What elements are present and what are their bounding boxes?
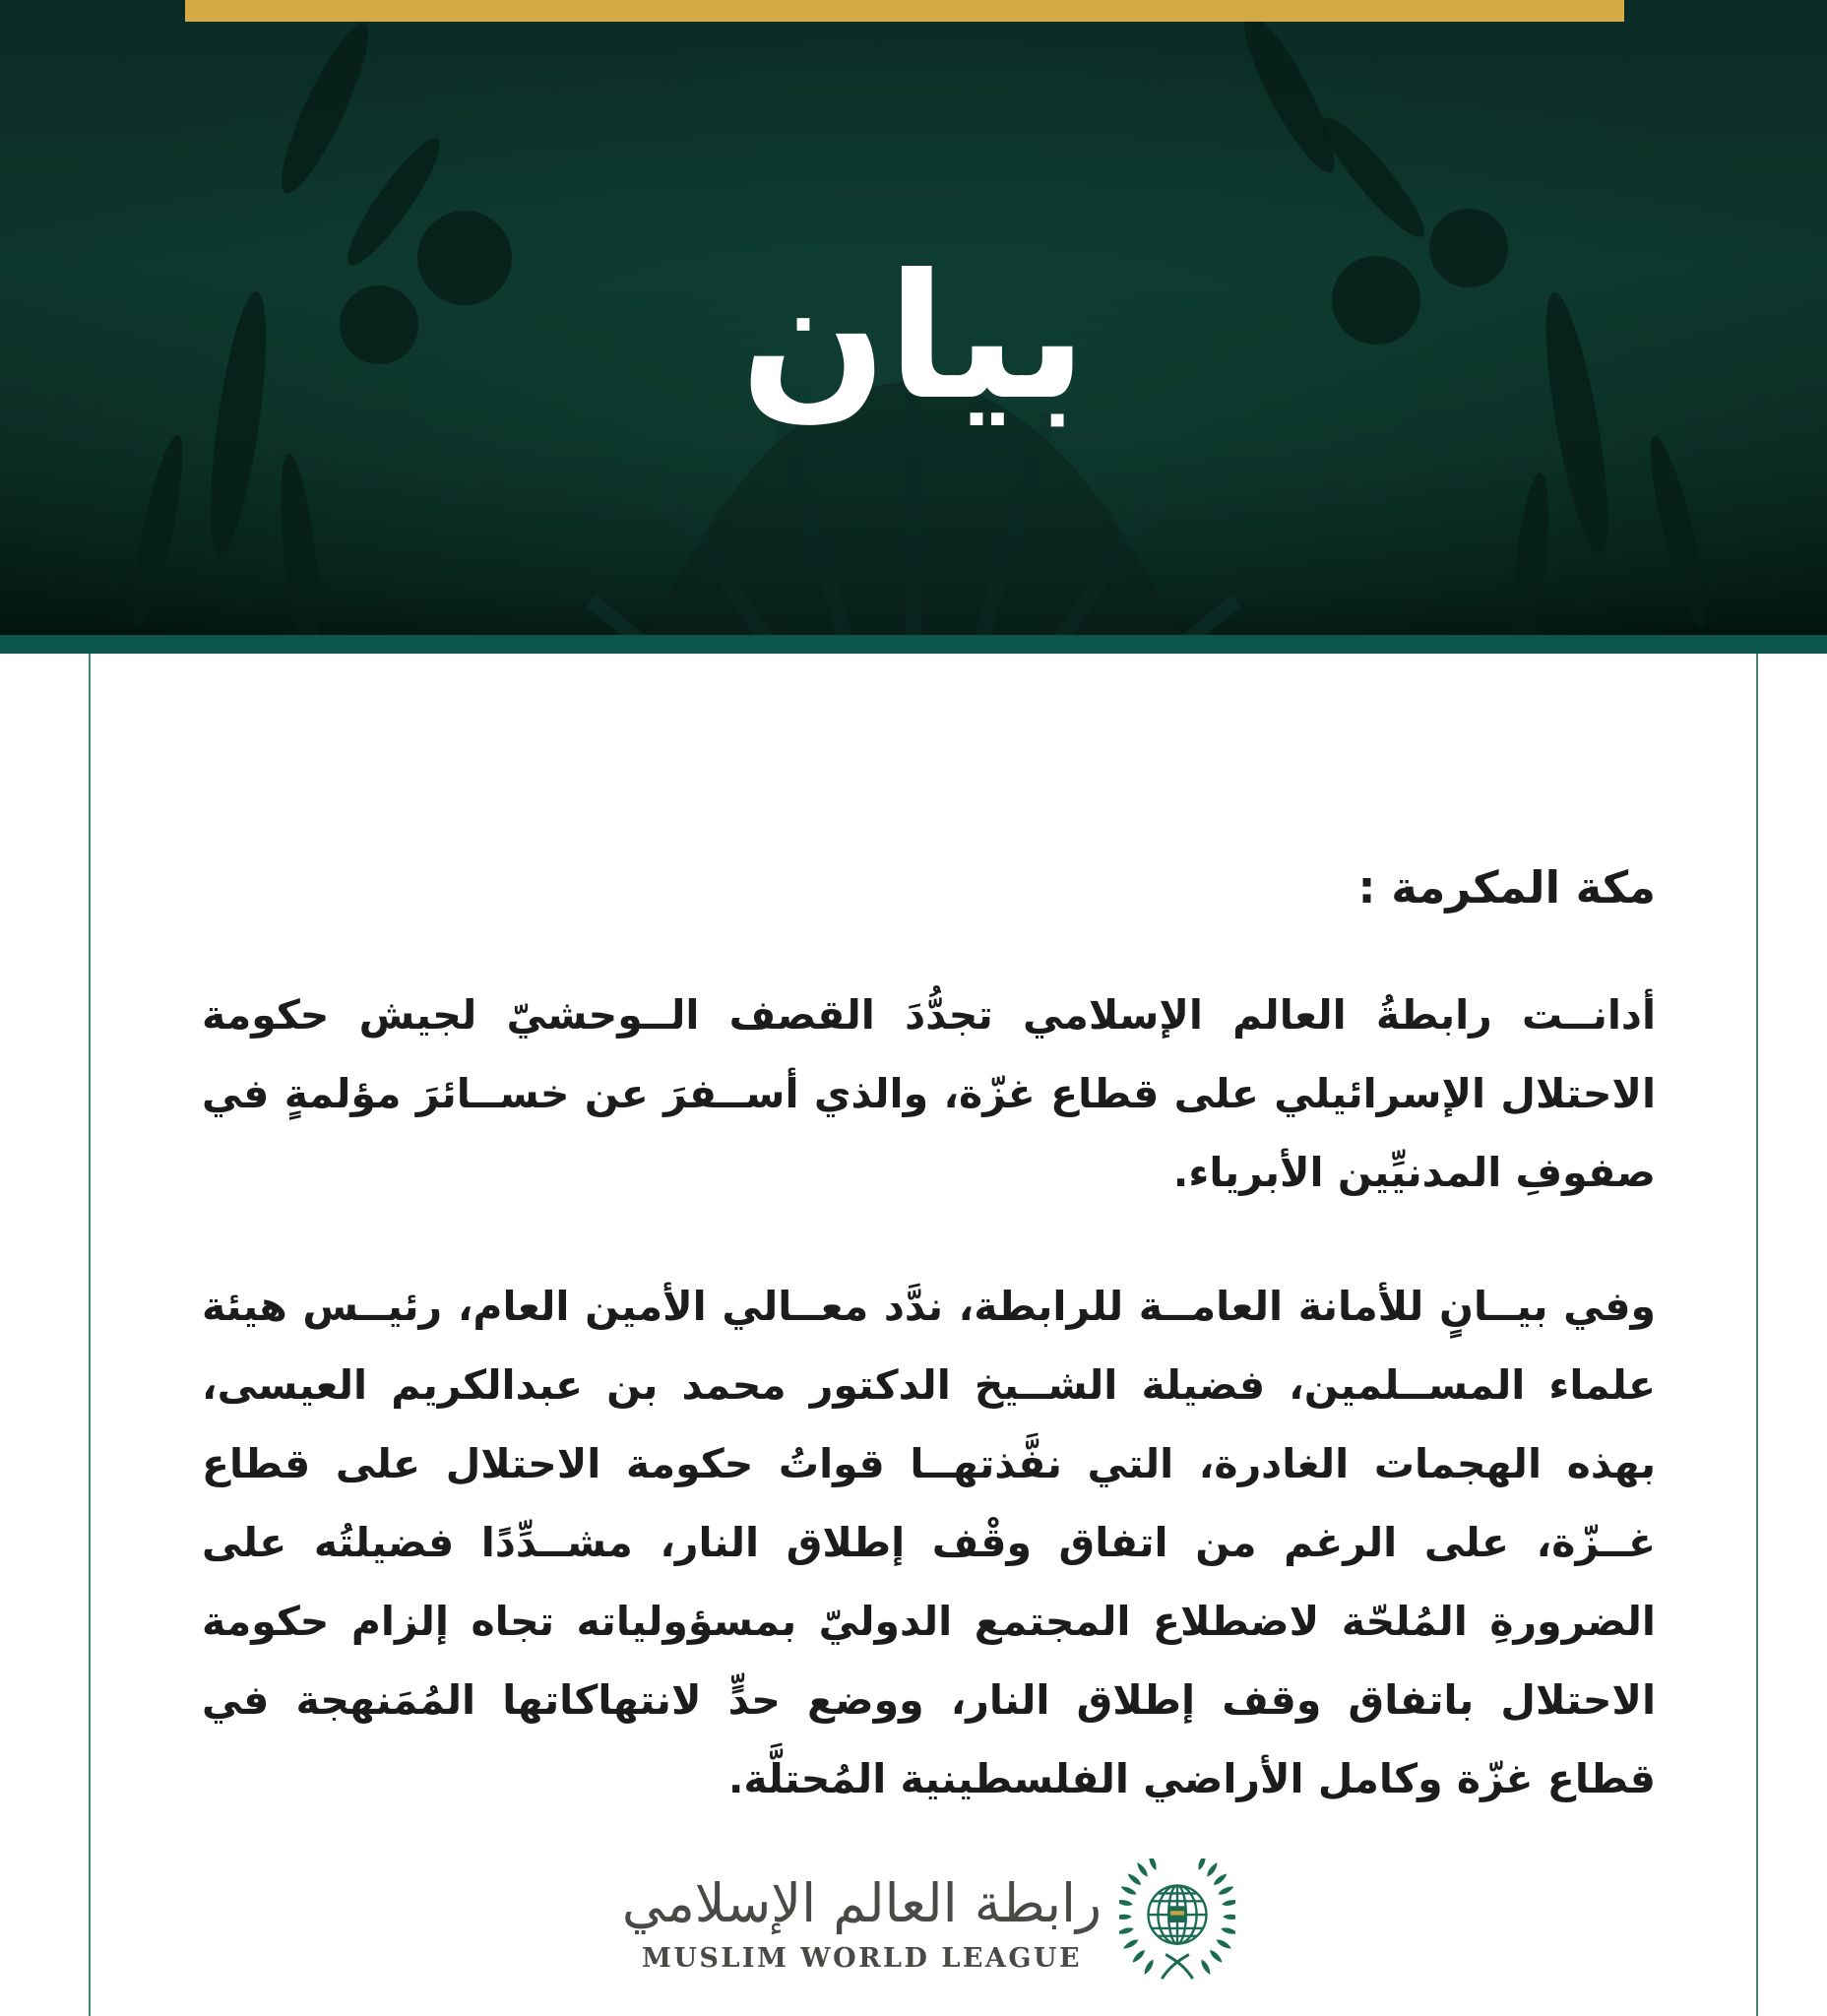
wreath-left-branch: [1119, 1858, 1159, 1976]
wreath-stems: [1162, 1954, 1192, 1979]
teal-divider-band: [0, 635, 1827, 654]
banner-calligraphy-title: بيان: [739, 238, 1088, 438]
mwl-arabic-name: رابطة العالم الإسلامي: [621, 1872, 1102, 1935]
kaaba-icon: [1168, 1906, 1186, 1922]
statement-paragraph-1: أدانــت رابطةُ العالم الإسلامي تجدُّدَ القصف الــوحشيّ لجيش حكومة الاحتلال الإسرائيلي على قطاع غزّة، والذي أســفرَ عن خســائرَ مؤلمةٍ في صفوفِ المدنيِّين الأبرياء.: [202, 991, 1656, 1196]
mwl-logo-text: [622, 1869, 1102, 1973]
wreath-right-branch: [1197, 1858, 1236, 1976]
gold-accent-bar: [185, 0, 1624, 22]
statement-paragraph-2: وفي بيــانٍ للأمانة العامــة للرابطة، ندَّد معــالي الأمين العام، رئيــس هيئة علماء المســلمين، فضيلة الشــيخ الدكتور محمد بن عبدالكريم العيسى، بهذه الهجمات الغادرة، التي نفَّذتهــا قواتُ حكومة الاحتلال على قطاع غــزّة، على الرغم من اتفاق وقْف إطلاق النار، مشــدِّدًا فضيلتُه على الضرورةِ المُلحّة لاضطلاع المجتمع الدوليّ بمسؤولياته تجاه إلزام حكومة الاحتلال باتفاق وقف إطلاق النار، ووضع حدٍّ لانتهاكاتها المُمَنهجة في قطاع غزّة وكامل الأراضي الفلسطينية المُحتلَّة.: [202, 1283, 1656, 1802]
mwl-logo: [202, 1858, 1656, 1984]
wreath-globe-emblem-icon: [1119, 1858, 1235, 1984]
statement-text-block: [202, 856, 1656, 1984]
header-banner: [0, 0, 1827, 635]
statement-body: [0, 654, 1827, 2016]
mwl-english-name: MUSLIM WORLD LEAGUE: [641, 1942, 1083, 1974]
location-heading: مكة المكرمة :: [1357, 861, 1656, 914]
left-border-line: [89, 654, 91, 2016]
right-border-line: [1756, 654, 1758, 2016]
